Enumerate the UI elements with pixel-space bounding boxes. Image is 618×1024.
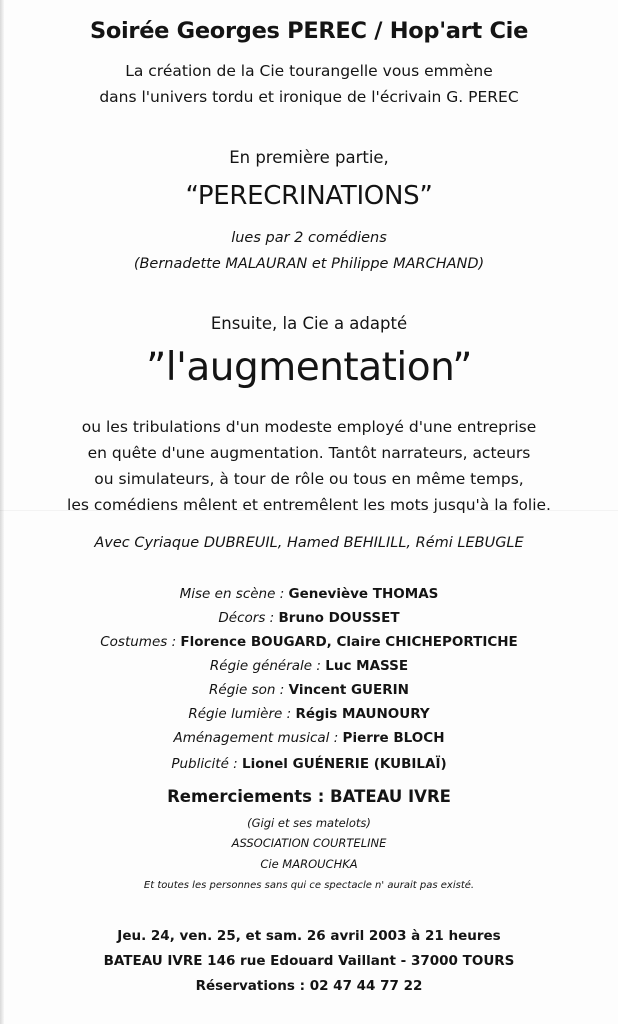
credit-lighting [0,708,618,722]
credit-role: Régie générale : [209,658,326,674]
credit-role: Régie son : [209,682,289,698]
intro-line-1: La création de la Cie tourangelle vous emmène [125,62,493,80]
credit-role: Aménagement musical : [173,730,343,746]
performance-dates: Jeu. 24, ven. 25, et sam. 26 avril 2003 à 21 heures [117,928,501,944]
credit-name: Lionel GUÉNERIE (KUBILAÏ) [242,756,447,772]
description-line: ou les tribulations d'un modeste employé d'une entreprise [81,418,537,436]
credit-name: Florence BOUGARD, Claire CHICHEPORTICHE [180,634,518,650]
credit-name: Pierre BLOCH [342,730,445,746]
venue-address: BATEAU IVRE 146 rue Edouard Vaillant - 37000 TOURS [103,953,515,969]
credit-sound [0,684,618,698]
description-line: en quête d'une augmentation. Tantôt narrateurs, acteurs [87,444,531,462]
page-title: Soirée Georges PEREC / Hop'art Cie [89,18,529,44]
part1-heading: En première partie, [229,148,389,167]
credit-name: Geneviève THOMAS [288,586,439,602]
credit-role: Mise en scène : [179,586,289,602]
thanks-heading: Remerciements : BATEAU IVRE [167,787,451,806]
part1-read-by: lues par 2 comédiens [231,230,387,246]
part2-show-title: ”l'augmentation” [146,345,472,390]
credit-name: Régis MAUNOURY [295,706,430,722]
credit-costumes [0,636,618,650]
thanks-line: ASSOCIATION COURTELINE [231,836,387,850]
intro-line-2: dans l'univers tordu et ironique de l'écrivain G. PEREC [99,88,519,106]
credit-role: Décors : [218,610,279,626]
credit-general-management [0,660,618,674]
credit-name: Vincent GUERIN [288,682,409,698]
cast-line: Avec Cyriaque DUBREUIL, Hamed BEHILILL, Rémi LEBUGLE [94,535,524,551]
credit-role: Publicité : [171,756,243,772]
thanks-line: (Gigi et ses matelots) [247,816,371,830]
credit-publicity [0,758,618,772]
part2-heading: Ensuite, la Cie a adapté [210,314,408,333]
credit-name: Luc MASSE [325,658,409,674]
credit-staging [0,588,618,602]
part1-readers: (Bernadette MALAURAN et Philippe MARCHAND) [133,256,485,272]
thanks-line: Et toutes les personnes sans qui ce spectacle n' aurait pas existé. [143,880,475,891]
part1-show-title: “PERECRINATIONS” [185,181,433,211]
credit-role: Costumes : [100,634,181,650]
credit-music [0,732,618,746]
description-line: ou simulateurs, à tour de rôle ou tous en même temps, [94,470,524,488]
credit-sets [0,612,618,626]
credit-role: Régie lumière : [188,706,296,722]
thanks-line: Cie MAROUCHKA [260,857,358,871]
reservation-phone: Réservations : 02 47 44 77 22 [195,978,423,994]
description-line: les comédiens mêlent et entremêlent les mots jusqu'à la folie. [67,496,551,514]
credit-name: Bruno DOUSSET [278,610,400,626]
